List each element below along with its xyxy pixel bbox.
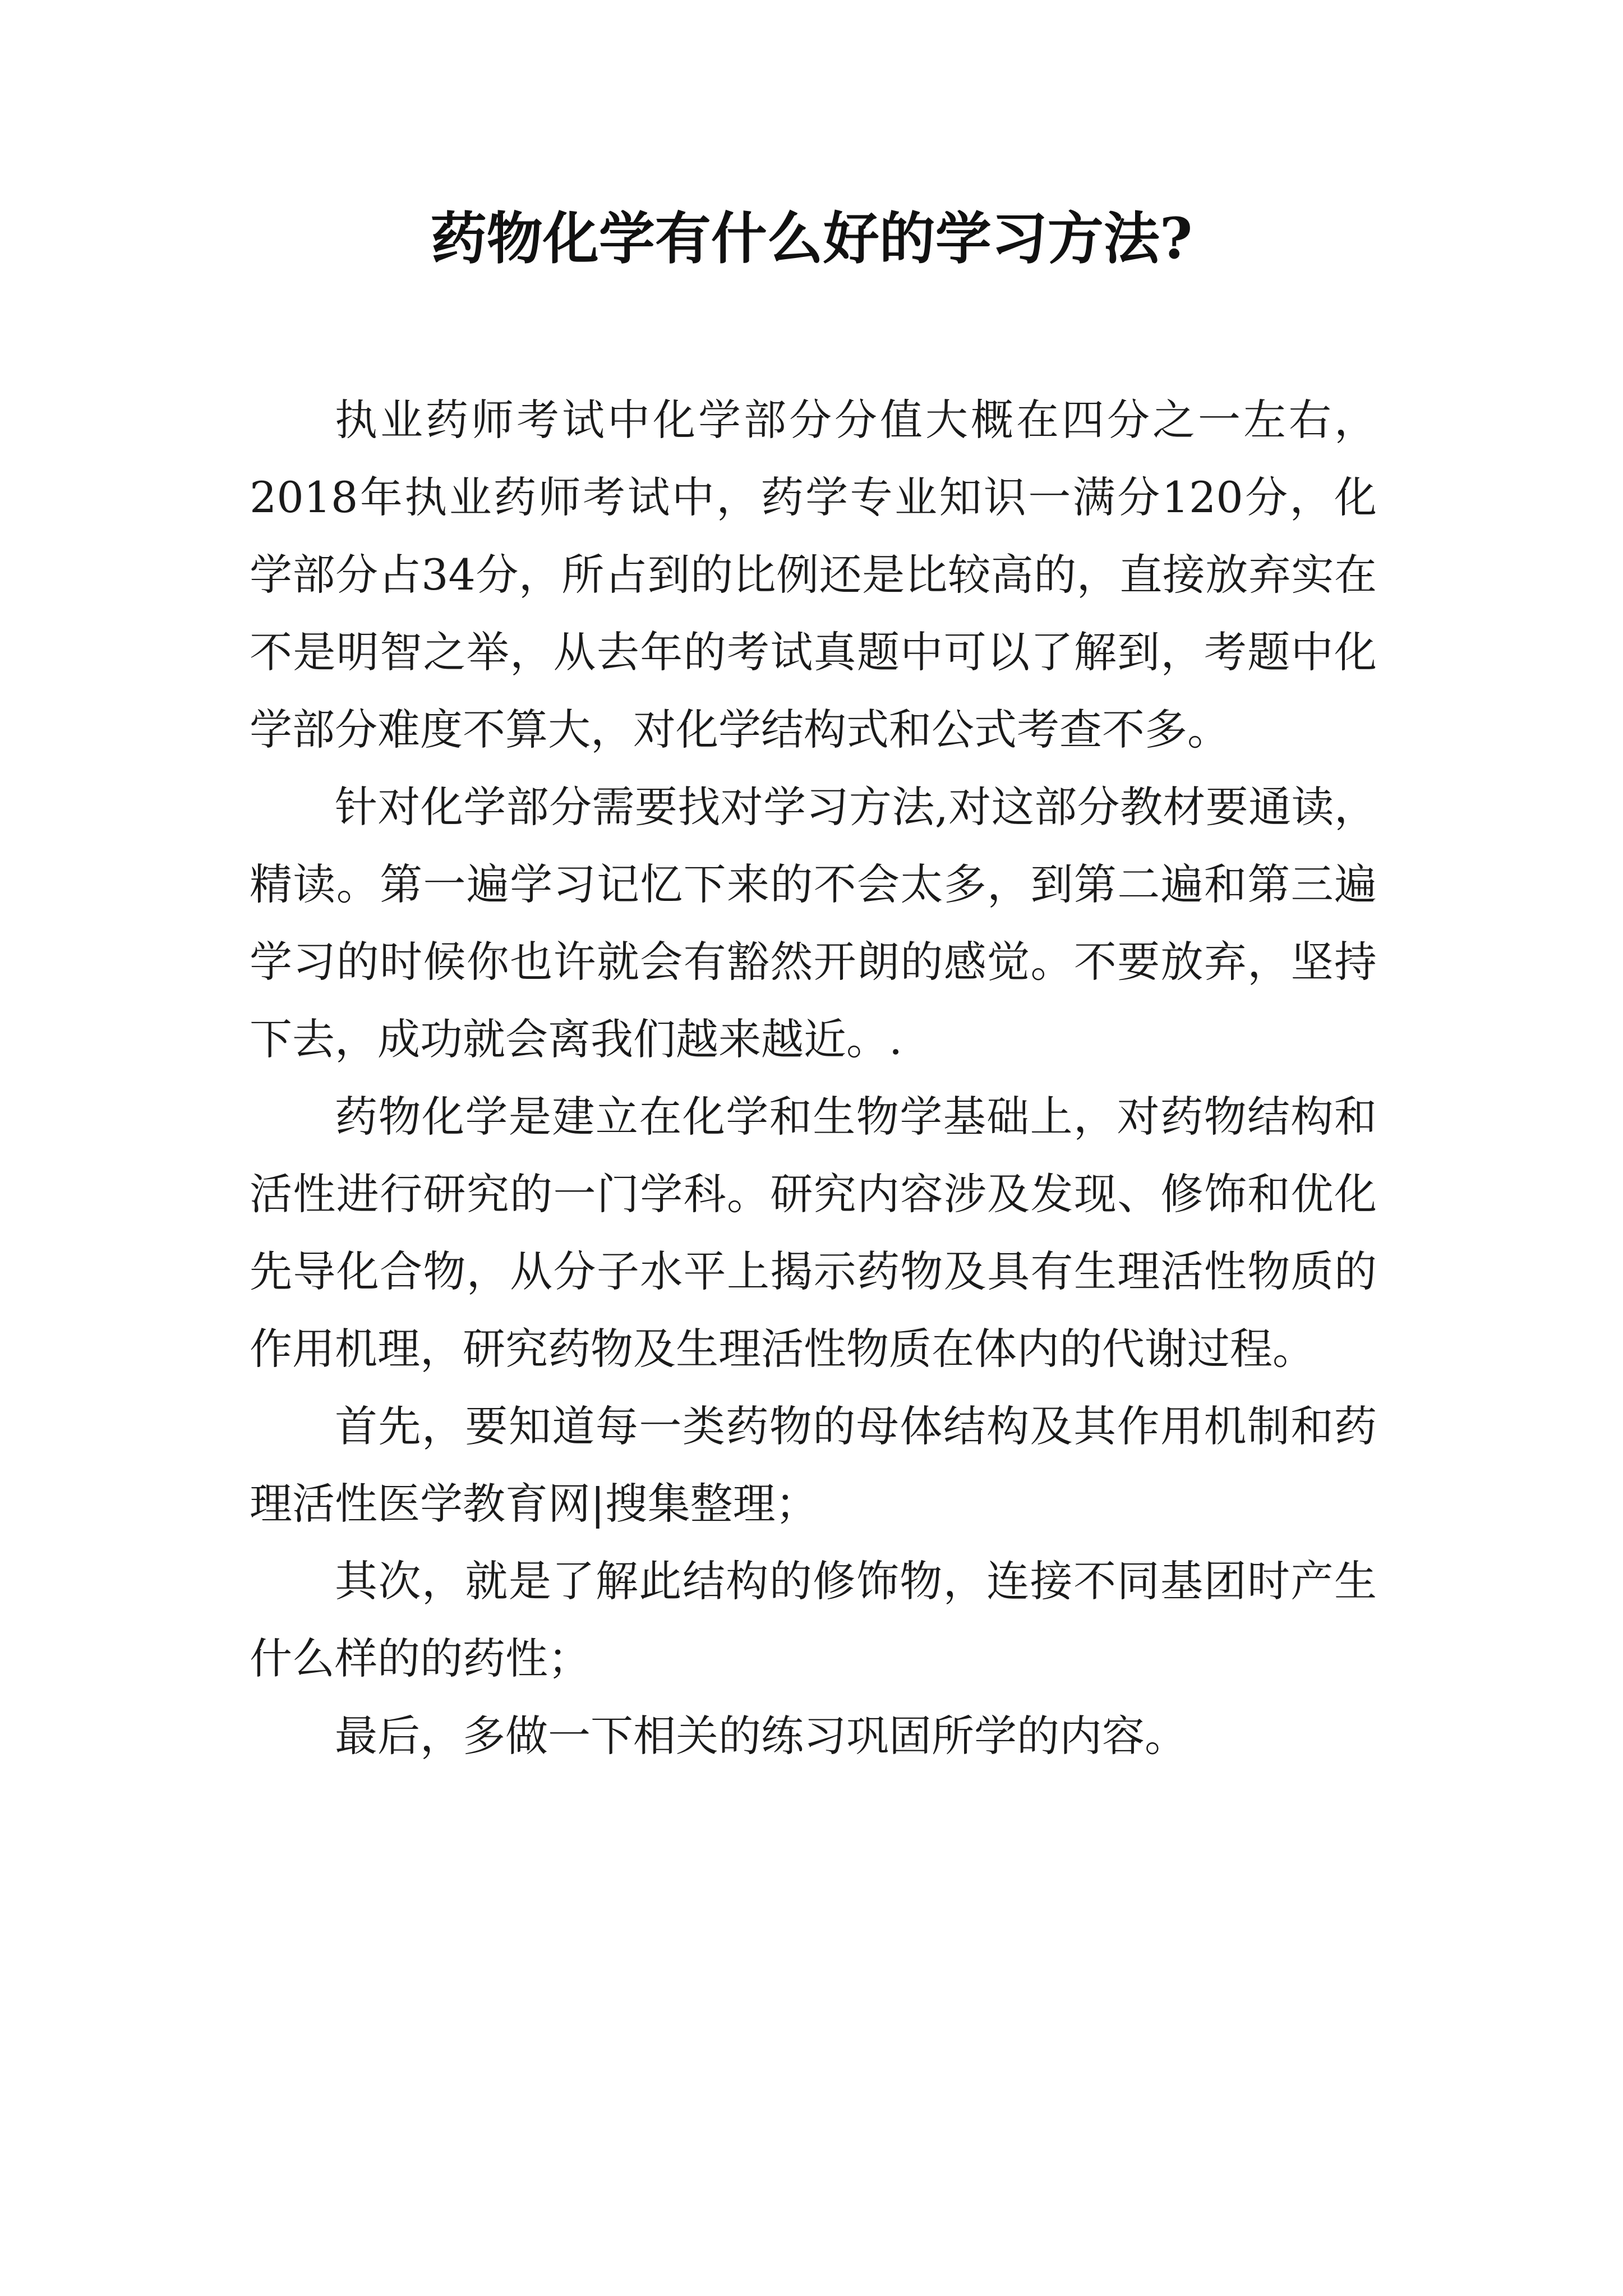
paragraph-5: 其次，就是了解此结构的修饰物，连接不同基团时产生什么样的的药性； xyxy=(250,1556,1377,1683)
paragraph-6: 最后，多做一下相关的练习巩固所学的内容。 xyxy=(335,1711,1187,1761)
document-body xyxy=(250,381,1377,1775)
paragraph-2: 针对化学部分需要找对学习方法,对这部分教材要通读，精读。第一遍学习记忆下来的不会太多，到第二遍和第三遍学习的时候你也许就会有豁然开朗的感觉。不要放弃，坚持下去，成功就会离我们越来越近。. xyxy=(250,782,1377,1064)
paragraph-1: 执业药师考试中化学部分分值大概在四分之一左右，2018年执业药师考试中，药学专业知识一满分120分，化学部分占34分，所占到的比例还是比较高的，直接放弃实在不是明智之举，从去年的考试真题中可以了解到，考题中化学部分难度不算大，对化学结构式和公式考查不多。 xyxy=(250,395,1377,754)
paragraph-3: 药物化学是建立在化学和生物学基础上，对药物结构和活性进行研究的一门学科。研究内容涉及发现、修饰和优化先导化合物，从分子水平上揭示药物及具有生理活性物质的作用机理，研究药物及生理活性物质在体内的代谢过程。 xyxy=(250,1092,1377,1374)
paragraph-4: 首先，要知道每一类药物的母体结构及其作用机制和药理活性医学教育网|搜集整理； xyxy=(250,1401,1377,1529)
document-title: 药物化学有什么好的学习方法? xyxy=(430,205,1193,272)
